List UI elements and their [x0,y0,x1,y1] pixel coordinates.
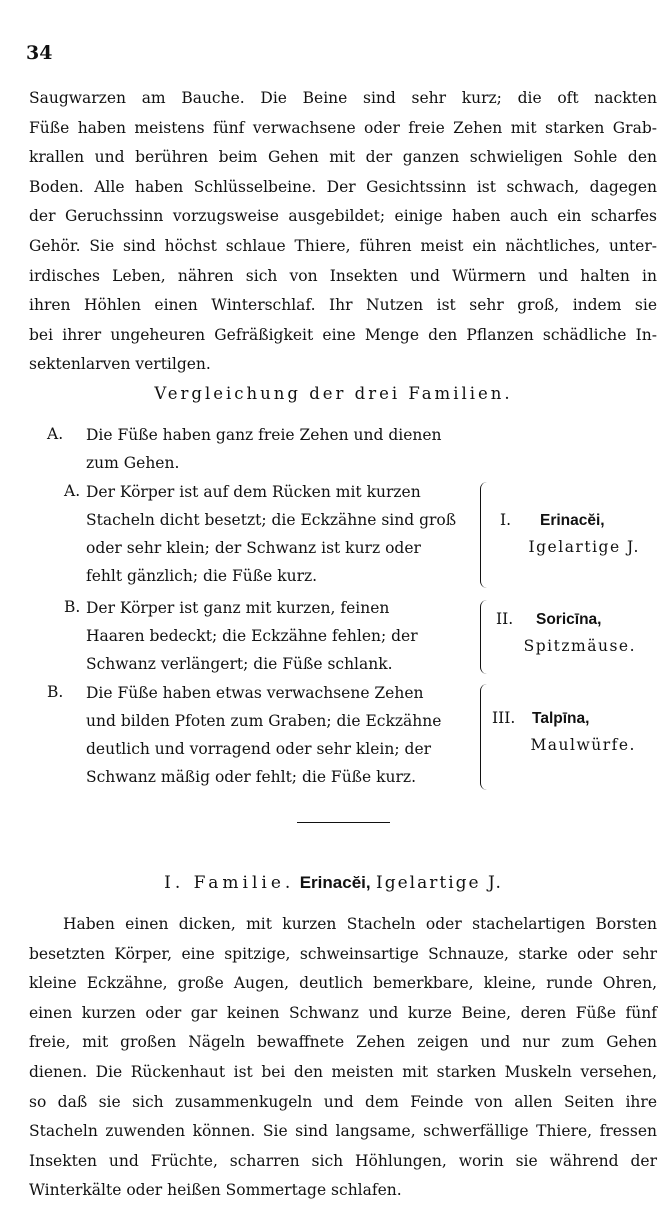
result-german-name: Maulwürfe. [530,736,636,754]
result-german-name: Igelartige J. [528,538,640,556]
subgroup-b-text [86,594,418,678]
brace [480,684,487,790]
text-line: einen kurzen oder gar keinen Schwanz und kurze Beine, deren Füße fünf [29,1003,657,1022]
text-line: sektenlarven vertilgen. [29,355,211,374]
result-number: II. [496,610,514,628]
brace [480,600,487,674]
result-soricina [496,606,636,660]
result-talpina [492,705,636,759]
brace [480,482,487,588]
result-latin-name: Soricīna, [536,611,602,628]
text-line: Stacheln zuwenden können. Sie sind langsame, schwerfällige Thiere, fressen [29,1122,657,1141]
text-line: deutlich und vorragend oder sehr klein; der [86,740,432,758]
text-line: Schwanz verlängert; die Füße schlank. [86,655,393,673]
text-line: Saugwarzen am Bauche. Die Beine sind sehr kurz; die oft nackten [29,89,657,107]
text-line: fehlt gänzlich; die Füße kurz. [86,567,318,585]
result-german-name: Spitzmäuse. [523,637,636,655]
text-line: Stacheln dicht besetzt; die Eckzähne sind groß [86,511,457,529]
result-number: I. [500,511,512,529]
text-line: ihren Höhlen einen Winterschlaf. Ihr Nutzen ist sehr groß, indem sie [29,296,657,315]
subgroup-a-text [86,478,470,590]
text-line: der Geruchssinn vorzugsweise ausgebildet; einige haben auch ein scharfes [29,207,657,226]
result-latin-name: Erinacĕi, [540,512,605,529]
text-line: Winterkälte oder heißen Sommertage schlafen. [29,1181,402,1200]
text-line: Die Füße haben ganz freie Zehen und dienen [86,426,442,444]
group-b-text [86,679,441,791]
text-line: so daß sie sich zusammenkugeln und dem Feinde von allen Seiten ihre [29,1092,657,1111]
page-number: 34 [26,42,53,64]
comparison-heading: Vergleichung der drei Familien. [154,384,513,403]
family-heading-prefix: I. Familie. [164,873,295,893]
text-line: besetzten Körper, eine spitzige, schweinsartige Schnauze, starke oder sehr [29,944,657,963]
text-line: dienen. Die Rückenhaut ist bei den meisten mit starken Muskeln versehen, [29,1062,657,1081]
family-heading-german: Igelartige J. [376,873,503,893]
group-a-label: A. [47,425,64,443]
text-line: bei ihrer ungeheuren Gefräßigkeit eine Menge den Pflanzen schädliche In- [29,325,657,344]
text-line: zum Gehen. [86,454,180,472]
text-line: freie, mit großen Nägeln bewaffnete Zehen zeigen und nur zum Gehen [29,1033,657,1052]
result-erinacei [500,507,640,561]
intro-paragraph [29,84,657,380]
text-line: Boden. Alle haben Schlüsselbeine. Der Gesichtssinn ist schwach, dagegen [29,177,657,196]
text-line: Haben einen dicken, mit kurzen Stacheln oder stachelartigen Borsten [63,915,657,933]
result-number: III. [492,709,516,727]
text-line: Insekten und Früchte, scharren sich Höhlungen, worin sie während der [29,1151,657,1170]
text-line: irdisches Leben, nähren sich von Insekten und Würmern und halten in [29,266,657,285]
family-heading [0,873,667,893]
text-line: Schwanz mäßig oder fehlt; die Füße kurz. [86,768,417,786]
divider [297,822,390,823]
text-line: Füße haben meistens fünf verwachsene oder freie Zehen mit starken Grab- [29,118,657,137]
text-line: krallen und berühren beim Gehen mit der ganzen schwieligen Sohle den [29,148,657,167]
text-line: Der Körper ist ganz mit kurzen, feinen [86,599,390,617]
text-line: Haaren bedeckt; die Eckzähne fehlen; der [86,627,418,645]
text-line: kleine Eckzähne, große Augen, deutlich bemerkbare, kleine, runde Ohren, [29,974,657,993]
subgroup-b-label: B. [64,598,81,616]
result-latin-name: Talpīna, [532,710,590,727]
subgroup-a-label: A. [64,482,81,500]
text-line: oder sehr klein; der Schwanz ist kurz oder [86,539,421,557]
text-line: und bilden Pfoten zum Graben; die Eckzähne [86,712,442,730]
text-line: Gehör. Sie sind höchst schlaue Thiere, führen meist ein nächtliches, unter- [29,236,657,255]
text-line: Die Füße haben etwas verwachsene Zehen [86,684,424,702]
group-a-text [86,421,442,477]
family-paragraph [29,910,657,1206]
family-heading-latin: Erinacĕi, [299,873,371,892]
group-b-label: B. [47,683,64,701]
text-line: Der Körper ist auf dem Rücken mit kurzen [86,483,421,501]
